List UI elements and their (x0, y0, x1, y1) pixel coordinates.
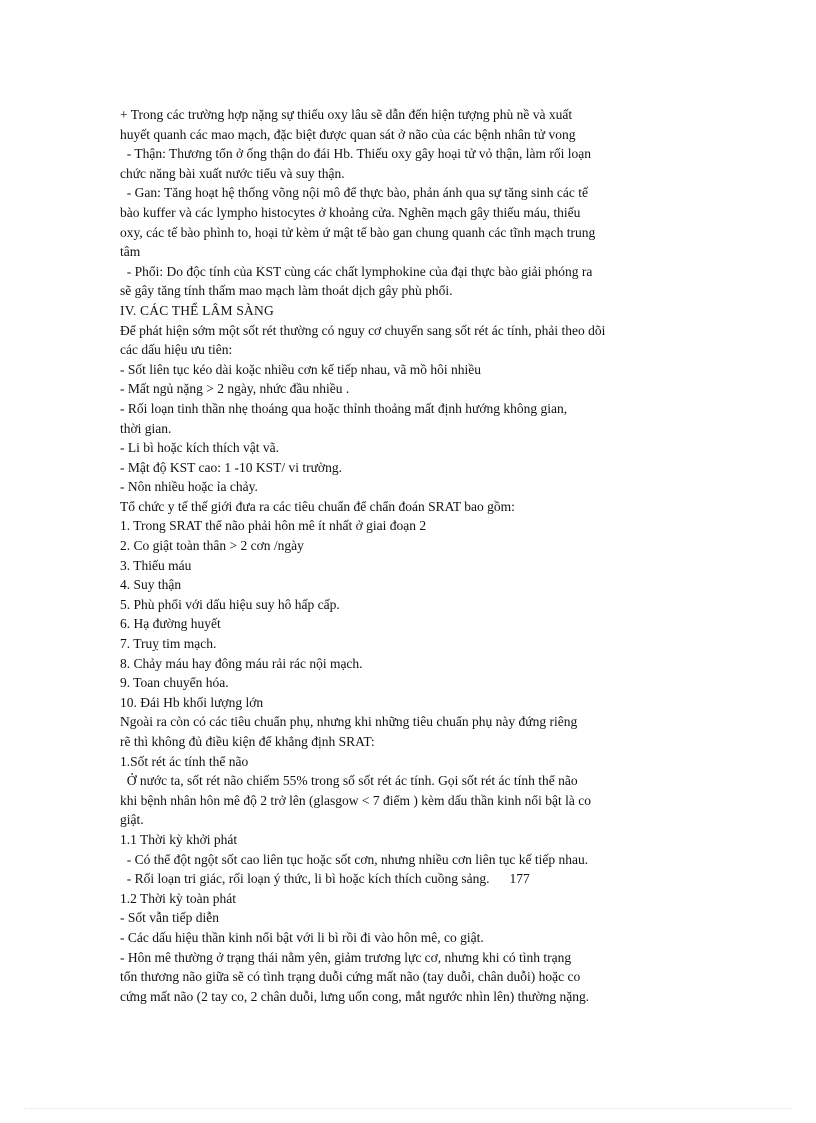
text-line: - Nôn nhiều hoặc ỉa chảy. (120, 479, 258, 495)
text-line: 1.1 Thời kỳ khởi phát (120, 831, 238, 847)
text-line: 3. Thiếu máu (120, 557, 192, 573)
text-line: các dấu hiệu ưu tiên: (120, 342, 233, 358)
text-line: chức năng bài xuất nước tiểu và suy thận. (120, 165, 345, 181)
text-line: - Các dấu hiệu thần kinh nổi bật với li bì rồi đi vào hôn mê, co giật. (120, 929, 484, 945)
text-line: 6. Hạ đường huyết (120, 616, 221, 632)
text-line: bào kuffer và các lympho histocytes ở khoảng cửa. Nghẽn mạch gây thiếu máu, thiếu (120, 204, 581, 220)
text-line: 9. Toan chuyển hóa. (120, 675, 229, 691)
text-line: tâm (120, 244, 141, 260)
section-heading: IV. CÁC THỂ LÂM SÀNG (120, 302, 274, 318)
text-line: 10. Đái Hb khối lượng lớn (120, 694, 264, 710)
text-line: Ở nước ta, sốt rét não chiếm 55% trong số sốt rét ác tính. Gọi sốt rét ác tính thể não (120, 773, 578, 789)
text-line: cứng mất não (2 tay co, 2 chân duỗi, lưng uốn cong, mắt ngước nhìn lên) thường nặng. (120, 988, 590, 1004)
text-line: thời gian. (120, 420, 172, 436)
text-line: - Mật độ KST cao: 1 -10 KST/ vi trường. (120, 459, 342, 475)
pathology-paragraphs (120, 105, 700, 301)
text-line: - Rối loạn tinh thần nhẹ thoáng qua hoặc thỉnh thoảng mất định hướng không gian, (120, 400, 568, 416)
text-line: sẽ gây tăng tính thấm mao mạch làm thoát dịch gây phù phổi. (120, 283, 453, 299)
text-line: Ngoài ra còn có các tiêu chuẩn phụ, nhưng khi những tiêu chuẩn phụ này đứng riêng (120, 714, 578, 730)
text-line: 5. Phù phổi với dấu hiệu suy hô hấp cấp. (120, 596, 340, 612)
text-line: + Trong các trường hợp nặng sự thiếu oxy lâu sẽ dẫn đến hiện tượng phù nề và xuất (120, 107, 573, 122)
document-body (120, 105, 700, 1006)
text-line: 4. Suy thận (120, 577, 182, 593)
text-line: 1.Sốt rét ác tính thể não (120, 753, 249, 769)
clinical-forms-text (120, 321, 700, 870)
text-line: - Sốt vẫn tiếp diễn (120, 910, 219, 926)
text-line: 1.2 Thời kỳ toàn phát (120, 890, 237, 906)
text-line: huyết quanh các mao mạch, đặc biệt được quan sát ở não của các bệnh nhân tử vong (120, 126, 576, 142)
text-line: oxy, các tế bào phình to, hoại tử kèm ứ mật tế bào gan chung quanh các tĩnh mạch trung (120, 224, 596, 240)
text-line: - Hôn mê thường ở trạng thái nằm yên, giảm trương lực cơ, nhưng khi có tình trạng (120, 949, 572, 965)
text-line: - Rối loạn tri giác, rối loạn ý thức, li bì hoặc kích thích cuồng sảng. (120, 871, 490, 887)
text-line: tổn thương não giữa sẽ có tình trạng duỗi cứng mất não (tay duỗi, chân duỗi) hoặc co (120, 969, 581, 985)
text-line: - Phổi: Do độc tính của KST cùng các chất lymphokine của đại thực bào giải phóng ra (120, 263, 593, 279)
page-border (24, 1108, 792, 1109)
text-line: giật. (120, 812, 144, 828)
text-line: - Gan: Tăng hoạt hệ thống võng nội mô để thực bào, phản ánh qua sự tăng sinh các tế (120, 185, 589, 201)
text-line: - Mất ngủ nặng > 2 ngày, nhức đầu nhiều . (120, 381, 350, 397)
text-line: - Thận: Thương tổn ở ống thận do đái Hb. Thiếu oxy gây hoại tử vỏ thận, làm rối loạn (120, 146, 591, 162)
full-stage-text (120, 889, 700, 1007)
text-line: - Sốt liên tục kéo dài koặc nhiều cơn kế tiếp nhau, vã mồ hôi nhiều (120, 361, 482, 377)
text-line: - Có thể đột ngột sốt cao liên tục hoặc sốt cơn, nhưng nhiều cơn liên tục kế tiếp nhau. (120, 851, 589, 867)
text-line: 8. Chảy máu hay đông máu rải rác nội mạch. (120, 655, 363, 671)
text-line: Tổ chức y tế thế giới đưa ra các tiêu chuẩn để chẩn đoán SRAT bao gồm: (120, 498, 515, 514)
text-line: 7. Truỵ tim mạch. (120, 636, 217, 652)
text-line: rẽ thì không đủ điều kiện để khẳng định SRAT: (120, 734, 375, 749)
text-line: 1. Trong SRAT thể não phải hôn mê ít nhất ở giai đoạn 2 (120, 518, 427, 534)
page-number: 177 (509, 871, 530, 887)
text-line: 2. Co giật toàn thân > 2 cơn /ngày (120, 538, 304, 554)
text-line: - Li bì hoặc kích thích vật vã. (120, 440, 279, 456)
text-line: Để phát hiện sớm một sốt rét thường có nguy cơ chuyển sang sốt rét ác tính, phải theo dõi (120, 322, 606, 338)
text-line-with-page-number (120, 869, 700, 889)
text-line: khi bệnh nhân hôn mê độ 2 trở lên (glasgow < 7 điểm ) kèm dấu thần kinh nổi bật là co (120, 792, 592, 808)
